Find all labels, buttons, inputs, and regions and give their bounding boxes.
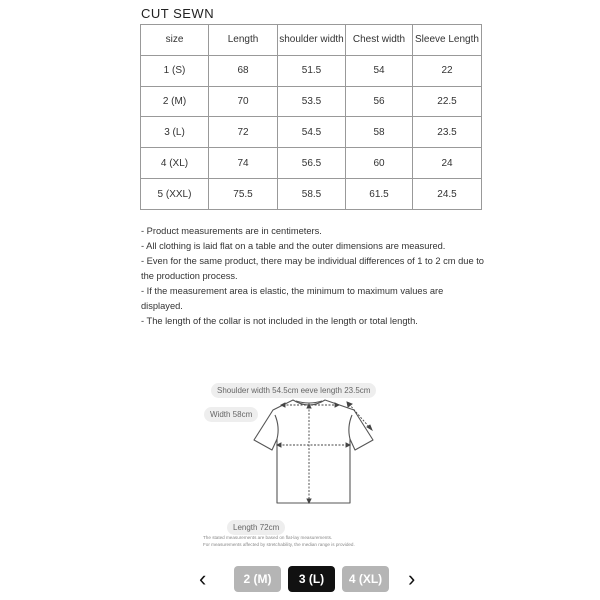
note-item: - All clothing is laid flat on a table and the outer dimensions are measured. [141, 241, 446, 251]
table-row [141, 117, 482, 148]
measurement-diagram [197, 372, 405, 552]
size-table [140, 24, 482, 210]
column-header: Chest width [346, 25, 413, 56]
section-title: CUT SEWN [141, 6, 215, 21]
table-row [141, 86, 482, 117]
note-item: - If the measurement area is elastic, the minimum to maximum values are displayed. [141, 286, 444, 311]
shoulder-sleeve-label: Shoulder width 54.5cm eeve length 23.5cm [211, 383, 376, 398]
note-item: - Even for the same product, there may be individual differences of 1 to 2 cm due to the production process. [141, 256, 484, 281]
table-cell: 54 [346, 55, 413, 86]
width-label: Width 58cm [204, 407, 258, 422]
table-cell: 22.5 [413, 86, 482, 117]
table-cell: 51.5 [278, 55, 346, 86]
chevron-right-icon[interactable]: › [408, 566, 416, 591]
table-cell: 23.5 [413, 117, 482, 148]
table-cell: 53.5 [278, 86, 346, 117]
column-header: size [141, 25, 209, 56]
table-cell: 58.5 [278, 179, 346, 210]
size-button-3l[interactable]: 3 (L) [288, 566, 335, 592]
column-header: Length [209, 25, 278, 56]
table-cell: 56.5 [278, 148, 346, 179]
column-header: shoulder width [278, 25, 346, 56]
note-item: - Product measurements are in centimeters. [141, 226, 322, 236]
table-cell: 54.5 [278, 117, 346, 148]
diagram-footnote: The stated measurements are based on flat-lay measurements. [203, 535, 333, 540]
table-cell: 61.5 [346, 179, 413, 210]
table-cell: 68 [209, 55, 278, 86]
table-cell: 22 [413, 55, 482, 86]
table-header-row [141, 25, 482, 56]
table-cell: 4 (XL) [141, 148, 209, 179]
table-cell: 56 [346, 86, 413, 117]
diagram-footnote: For measurements affected by stretchability, the median range is provided. [203, 542, 355, 547]
column-header: Sleeve Length [413, 25, 482, 56]
table-row [141, 55, 482, 86]
table-cell: 72 [209, 117, 278, 148]
table-cell: 1 (S) [141, 55, 209, 86]
size-button-4xl[interactable]: 4 (XL) [342, 566, 389, 592]
table-cell: 24 [413, 148, 482, 179]
size-button-2m[interactable]: 2 (M) [234, 566, 281, 592]
length-label: Length 72cm [227, 520, 285, 535]
table-cell: 58 [346, 117, 413, 148]
table-cell: 70 [209, 86, 278, 117]
table-cell: 24.5 [413, 179, 482, 210]
chevron-left-icon[interactable]: ‹ [199, 566, 207, 591]
table-row [141, 148, 482, 179]
note-item: - The length of the collar is not included in the length or total length. [141, 316, 418, 326]
table-cell: 75.5 [209, 179, 278, 210]
table-row [141, 179, 482, 210]
table-cell: 60 [346, 148, 413, 179]
table-cell: 74 [209, 148, 278, 179]
table-cell: 5 (XXL) [141, 179, 209, 210]
measurement-notes [141, 224, 486, 329]
table-cell: 2 (M) [141, 86, 209, 117]
table-cell: 3 (L) [141, 117, 209, 148]
